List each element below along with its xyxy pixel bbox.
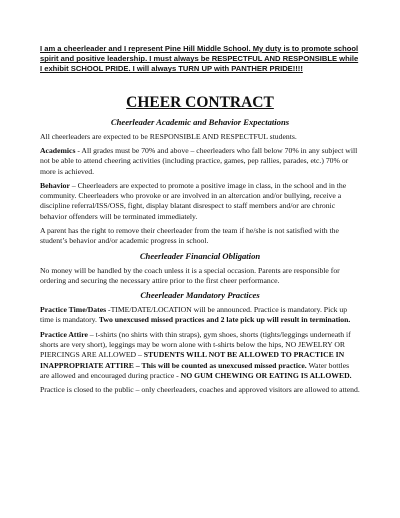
behavior-paragraph bbox=[40, 181, 360, 222]
practice-time-bold: Two unexcused missed practices and 2 late pick up will result in termination. bbox=[98, 315, 351, 325]
academics-text: - All grades must be 70% and above – cheerleaders who fall below 70% in any subject will not be able to attend cheering activities (including practice, games, pep rallies, parades, etc.) 70% or more is achieved. bbox=[40, 145, 358, 176]
academic-intro: All cheerleaders are expected to be RESPONSIBLE AND RESPECTFUL students. bbox=[40, 131, 297, 141]
academics-paragraph bbox=[40, 146, 360, 177]
practice-time-text: -TIME/DATE/LOCATION will be announced. Practice is mandatory. Pick up time is mandatory. bbox=[40, 305, 348, 325]
practice-attire-text2: Water bottles are allowed and encouraged during practice - bbox=[40, 360, 350, 380]
section-heading-academic: Cheerleader Academic and Behavior Expectations bbox=[110, 116, 290, 127]
section-heading-financial: Cheerleader Financial Obligation bbox=[139, 250, 261, 261]
practice-attire-paragraph bbox=[40, 330, 360, 381]
practice-attire-label: Practice Attire bbox=[40, 329, 88, 339]
practice-time-paragraph bbox=[40, 305, 360, 326]
financial-paragraph: No money will be handled by the coach unless it is a special occasion. Parents are responsible for ordering and securing the necessary attire prior to the first cheer performance. bbox=[40, 265, 340, 285]
academics-label: Academics bbox=[40, 145, 76, 155]
behavior-text: – Cheerleaders are expected to promote a positive image in class, in the school and in the community. Cheerleaders who provoke or are involved in an altercation and/or bullying, receive a discipline referral/ISS/OSS, fight, display blatant disrespect to staff members and/or are chronic behavior offenders will be terminated immediately. bbox=[40, 180, 347, 221]
behavior-label: Behavior bbox=[40, 180, 70, 190]
practice-attire-bold2: NO GUM CHEWING OR EATING IS ALLOWED. bbox=[180, 370, 352, 380]
practice-time-label: Practice Time/Dates bbox=[40, 305, 107, 315]
section-heading-practices: Cheerleader Mandatory Practices bbox=[140, 290, 260, 301]
practice-attire-text: – t-shirts (no shirts with thin straps), gym shoes, shorts (tights/leggings underneath if shorts are very short), leggings may be worn alone with t-shirts below the hips, NO JEWELRY OR PIERCINGS ARE ALLOWED – bbox=[40, 329, 351, 360]
page-title: CHEER CONTRACT bbox=[126, 93, 274, 111]
practice-closed-paragraph: Practice is closed to the public – only cheerleaders, coaches and approved visitors are allowed to attend. bbox=[40, 385, 360, 395]
pledge-statement: I am a cheerleader and I represent Pine Hill Middle School. My duty is to promote school spirit and positive leadership. I must always be RESPECTFUL AND RESPONSIBLE while I exhibit SCHOOL PRIDE. I will always TURN UP with PANTHER PRIDE!!!! bbox=[40, 44, 359, 74]
practice-attire-bold: STUDENTS WILL NOT BE ALLOWED TO PRACTICE IN INAPPROPRIATE ATTIRE – This will be counted as unexcused missed practice. bbox=[40, 350, 345, 370]
parent-paragraph: A parent has the right to remove their cheerleader from the team if he/she is not satisfied with the student’s behavior and/or academic progress in school. bbox=[40, 225, 339, 246]
